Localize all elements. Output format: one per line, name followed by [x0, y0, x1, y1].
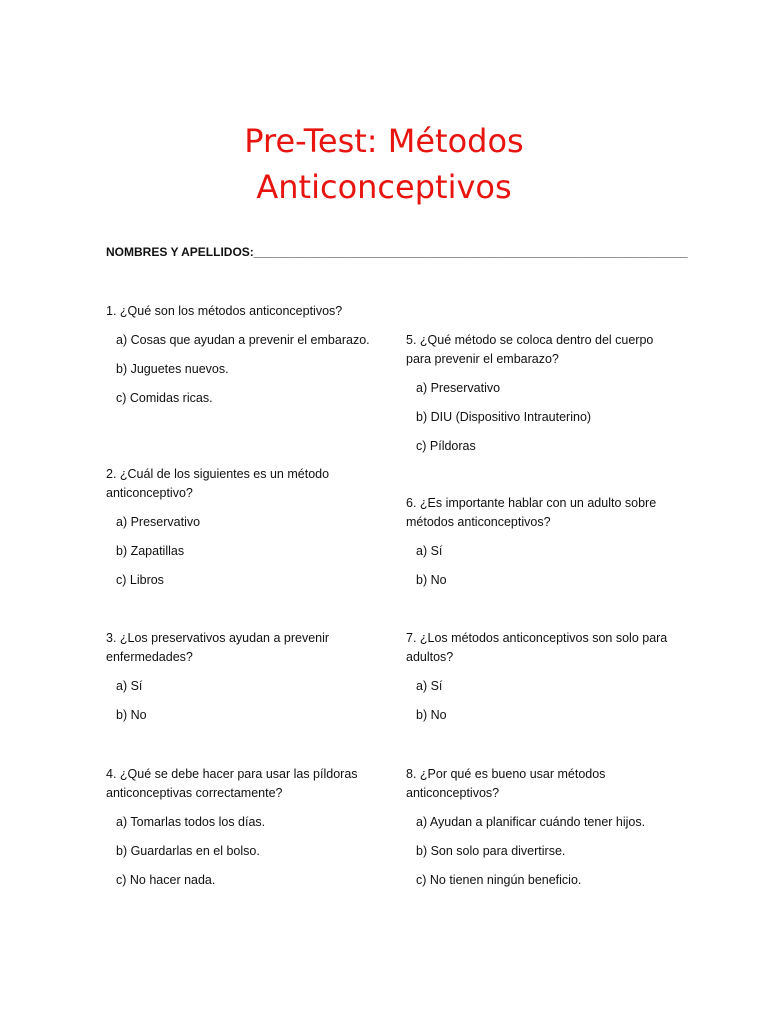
option-a[interactable]: a) Tomarlas todos los días. [116, 815, 266, 829]
option-b[interactable]: b) Zapatillas [116, 544, 185, 558]
option-a[interactable]: a) Sí [416, 544, 443, 558]
names-label: NOMBRES Y APELLIDOS: [106, 245, 254, 259]
option-b[interactable]: b) Son solo para divertirse. [416, 844, 566, 858]
question-7 [406, 629, 676, 735]
option-b[interactable]: b) No [416, 708, 447, 722]
option-a[interactable]: a) Preservativo [116, 515, 201, 529]
question-5 [406, 331, 676, 466]
option-c[interactable]: c) No hacer nada. [116, 873, 216, 887]
option-c[interactable]: c) Píldoras [416, 439, 476, 453]
question-text: 5. ¿Qué método se coloca dentro del cuerpo para prevenir el embarazo? [406, 333, 654, 366]
question-2 [106, 465, 376, 600]
option-c[interactable]: c) Comidas ricas. [116, 391, 213, 405]
option-a[interactable]: a) Sí [116, 679, 143, 693]
title-line-2: Anticonceptivos [256, 168, 512, 206]
question-1 [106, 302, 376, 418]
option-a[interactable]: a) Sí [416, 679, 443, 693]
option-a[interactable]: a) Cosas que ayudan a prevenir el embarazo. [116, 333, 370, 347]
title-line-1: Pre-Test: Métodos [244, 122, 524, 160]
question-6 [406, 494, 676, 600]
option-c[interactable]: c) No tienen ningún beneficio. [416, 873, 582, 887]
question-text: 1. ¿Qué son los métodos anticonceptivos? [106, 304, 343, 318]
option-b[interactable]: b) Guardarlas en el bolso. [116, 844, 260, 858]
question-text: 8. ¿Por qué es bueno usar métodos anticonceptivos? [406, 767, 606, 800]
question-4 [106, 765, 376, 900]
question-text: 2. ¿Cuál de los siguientes es un método anticonceptivo? [106, 467, 330, 500]
question-text: 6. ¿Es importante hablar con un adulto sobre métodos anticonceptivos? [406, 496, 657, 529]
option-b[interactable]: b) No [416, 573, 447, 587]
option-c[interactable]: c) Libros [116, 573, 164, 587]
option-b[interactable]: b) DIU (Dispositivo Intrauterino) [416, 410, 592, 424]
names-blank-line[interactable]: _________________________________________________________________ [253, 245, 688, 259]
question-text: 3. ¿Los preservativos ayudan a prevenir enfermedades? [106, 631, 330, 664]
names-field[interactable] [106, 245, 688, 259]
question-3 [106, 629, 376, 735]
option-b[interactable]: b) Juguetes nuevos. [116, 362, 229, 376]
page-title [0, 118, 768, 210]
option-a[interactable]: a) Ayudan a planificar cuándo tener hijos. [416, 815, 646, 829]
question-8 [406, 765, 676, 900]
question-text: 4. ¿Qué se debe hacer para usar las píldoras anticonceptivas correctamente? [106, 767, 358, 800]
question-text: 7. ¿Los métodos anticonceptivos son solo para adultos? [406, 631, 668, 664]
option-b[interactable]: b) No [116, 708, 147, 722]
option-a[interactable]: a) Preservativo [416, 381, 501, 395]
